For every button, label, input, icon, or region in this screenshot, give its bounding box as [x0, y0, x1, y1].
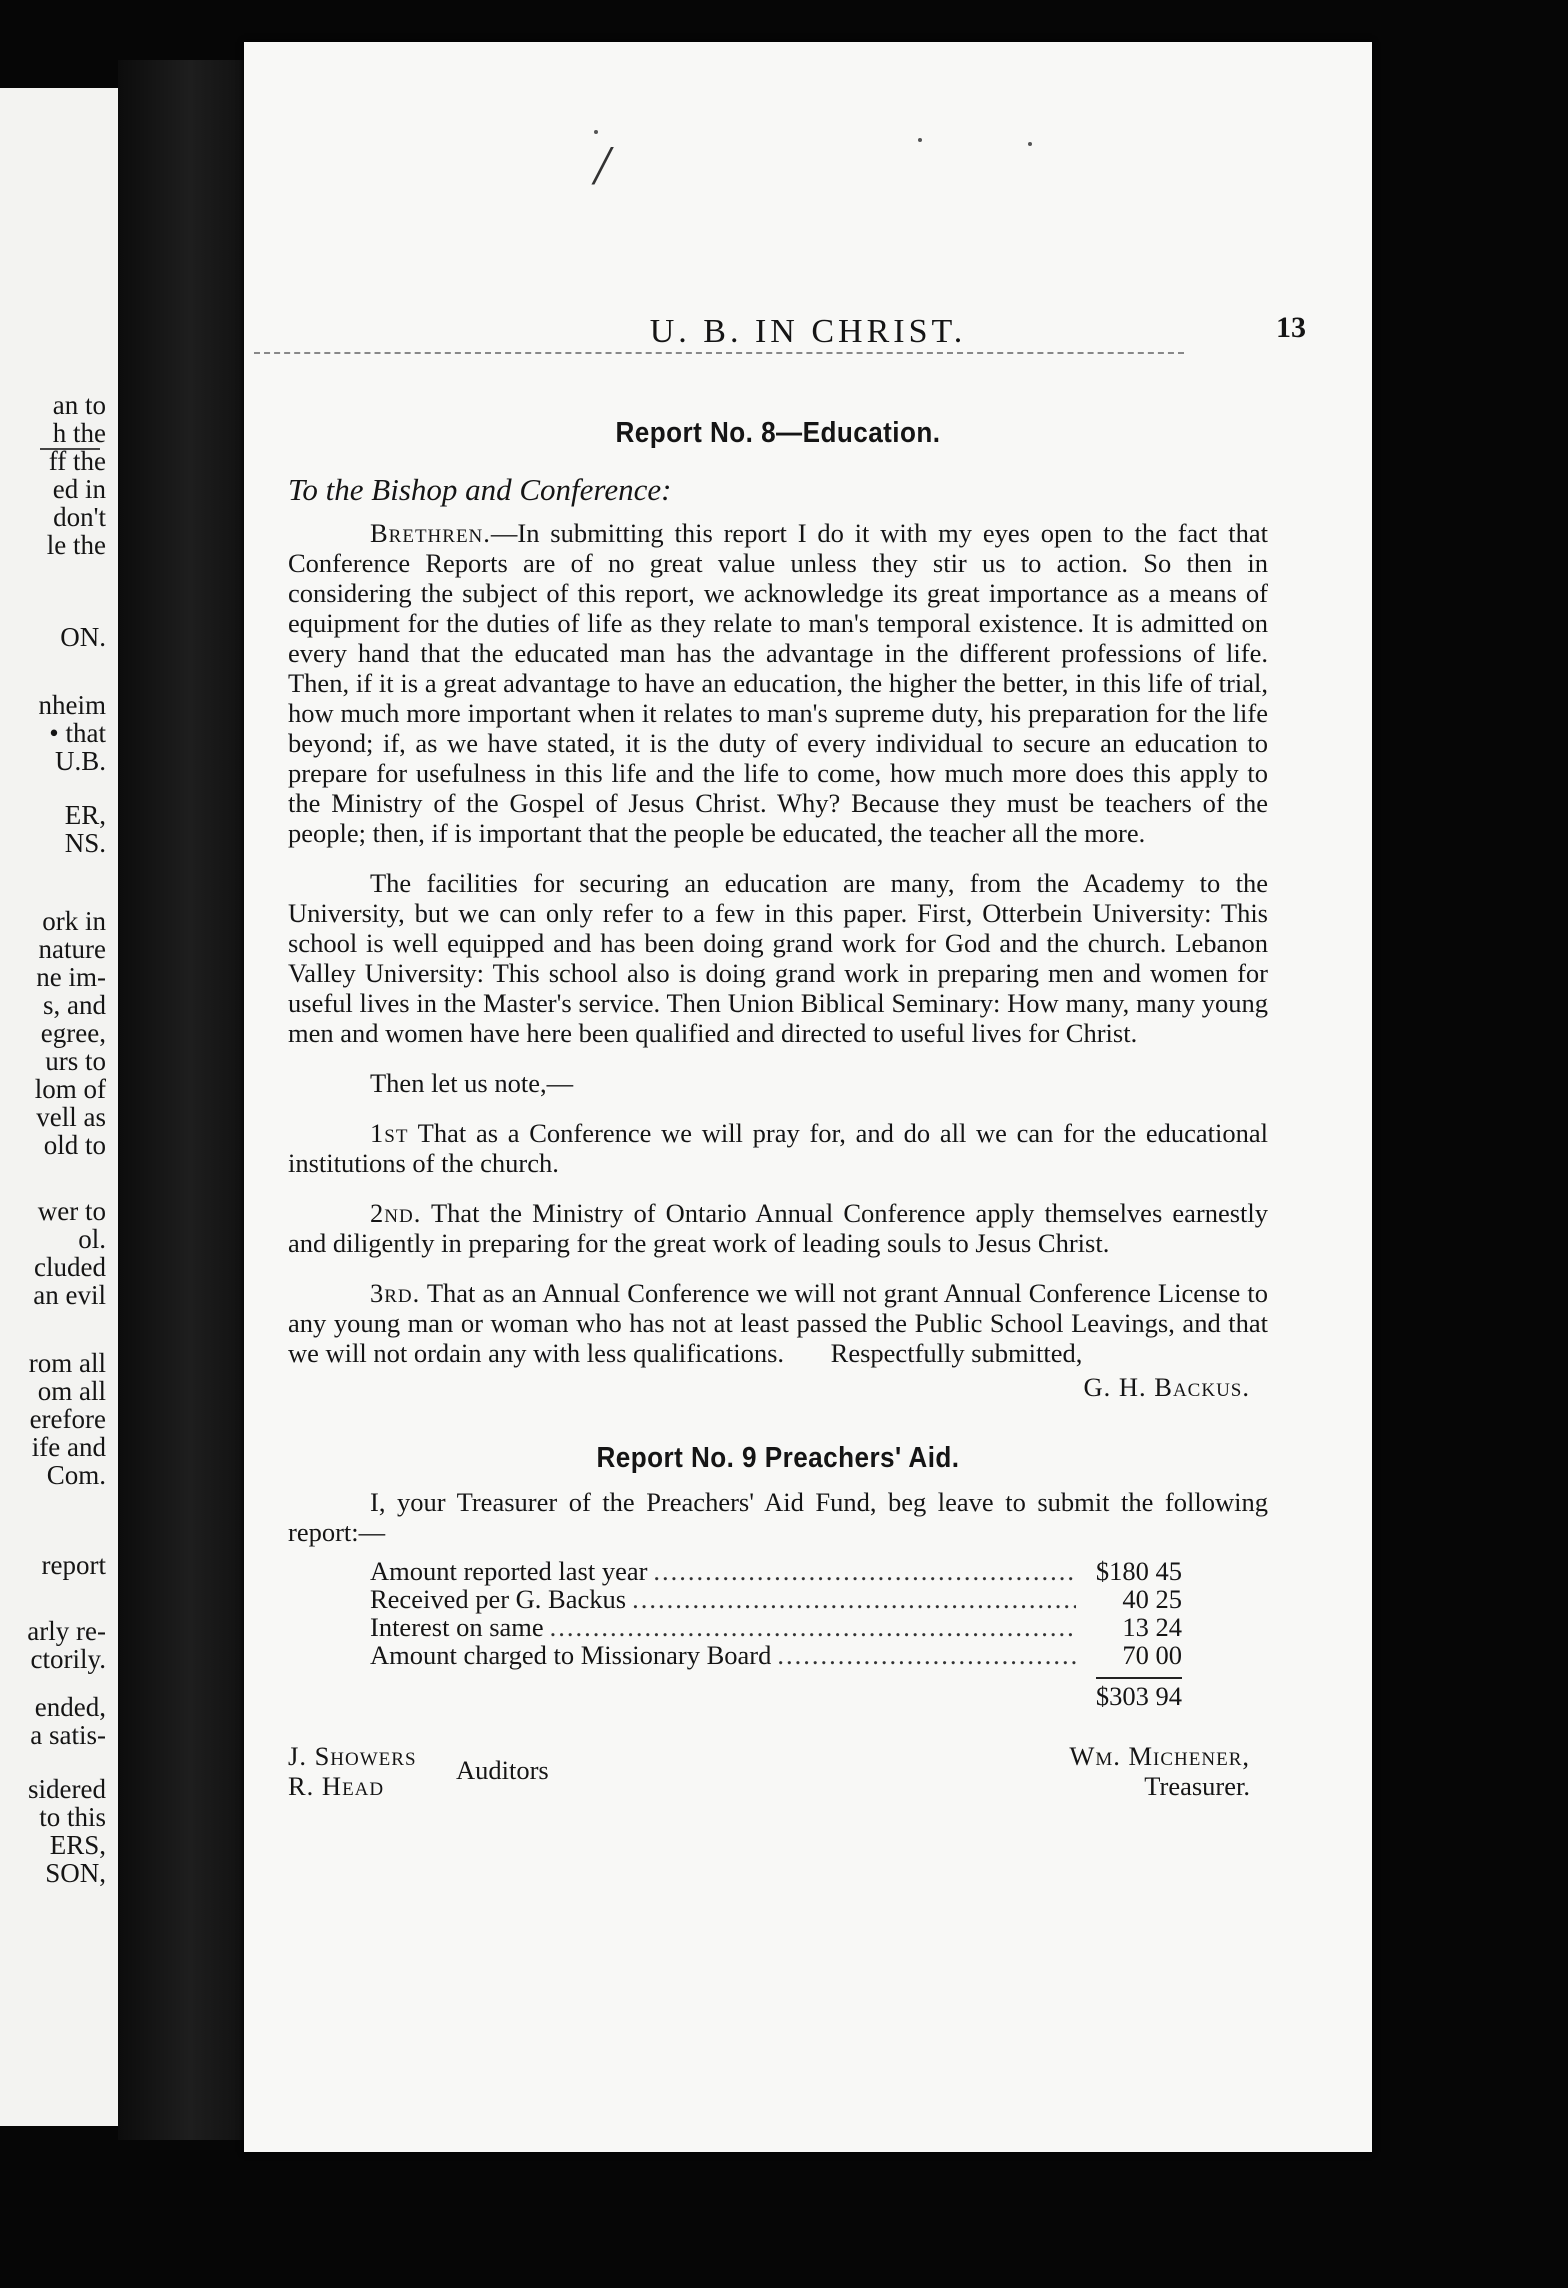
- resolution-item: [288, 1118, 1268, 1178]
- item-text: That as an Annual Conference we will not grant Annual Conference License to any young man or woman who has not at least passed the Public School Leavings, and that we will not ordain any with less qualifications.: [288, 1278, 1268, 1368]
- paragraph: I, your Treasurer of the Preachers' Aid Fund, beg leave to submit the following report:—: [288, 1487, 1268, 1547]
- auditor-name: R. Head: [288, 1771, 385, 1801]
- closing: Respectfully submitted,: [830, 1338, 1083, 1368]
- ledger-amount: $180 45: [1095, 1556, 1182, 1586]
- facing-page-text: lom of: [34, 1074, 106, 1104]
- facing-page-text: urs to: [45, 1046, 106, 1076]
- ledger-row: [370, 1641, 1182, 1669]
- ledger-amount: 13 24: [1122, 1612, 1182, 1642]
- ledger-label: Received per G. Backus: [370, 1584, 627, 1614]
- ledger-total-block: [370, 1677, 1182, 1713]
- salutation: To the Bishop and Conference:: [288, 472, 672, 507]
- report-9-title: Report No. 9 Preachers' Aid.: [596, 1442, 960, 1474]
- auditor-name: J. Showers: [288, 1741, 417, 1771]
- page-header: [288, 307, 1328, 367]
- speck: [594, 130, 598, 134]
- ledger-label: Amount reported last year: [370, 1556, 648, 1586]
- facing-page-text: s, and: [43, 990, 106, 1020]
- facing-page-text: ER,: [64, 800, 106, 830]
- ledger-row: [370, 1613, 1182, 1641]
- ledger-row: [370, 1557, 1182, 1585]
- facing-page-text: ne im-: [36, 962, 106, 992]
- facing-page-text: wer to: [37, 1196, 106, 1226]
- facing-page-text: ON.: [60, 622, 106, 652]
- auditor-names: [288, 1741, 417, 1801]
- signature-name: G. H. Backus.: [1083, 1372, 1250, 1402]
- pencil-mark: /: [594, 135, 610, 197]
- facing-page-text: ork in: [42, 906, 106, 936]
- facing-page-text: om all: [37, 1376, 106, 1406]
- facing-page-text: Com.: [46, 1460, 106, 1490]
- signature: [288, 1372, 1268, 1402]
- paragraph: Then let us note,—: [370, 1068, 574, 1098]
- header-rule: [254, 352, 1184, 354]
- facing-page-text: erefore: [29, 1404, 106, 1434]
- facing-page-text: ife and: [31, 1432, 106, 1462]
- ledger: [370, 1557, 1182, 1669]
- facing-page-text: sidered: [28, 1774, 106, 1804]
- facing-page-text: h the: [52, 418, 106, 448]
- facing-page-text: ended,: [34, 1692, 106, 1722]
- facing-page-text: cluded: [34, 1252, 106, 1282]
- facing-page-text: egree,: [40, 1018, 106, 1048]
- item-number: 3rd.: [370, 1278, 421, 1308]
- ledger-label: Amount charged to Missionary Board: [370, 1640, 772, 1670]
- facing-page-text: ed in: [52, 474, 106, 504]
- facing-page-text: don't: [53, 502, 106, 532]
- paragraph-text: —In submitting this report I do it with my eyes open to the fact that Conference Reports are of no great value unless they stir us to action. So then in considering the subject of this report, we acknowledge its great importance as a means of equipment for the duties of life as they relate to man's temporal existence. It is admitted on every hand that the educated man has the advantage in the different professions of life. Then, if it is a great advantage to have an education, the higher the better, in this life of trial, how much more important when it relates to man's supreme duty, his preparation for the life beyond; if, as we have stated, it is the duty of every individual to secure an education to prepare for usefulness in this life and the life to come, how much more does this apply to the Ministry of the Gospel of Jesus Christ. Why? Because they must be teachers of the people; then, if is important that the people be educated, the teacher all the more.: [288, 518, 1268, 848]
- facing-page-text: • that: [49, 718, 106, 748]
- lead-word: Brethren.: [370, 518, 491, 548]
- leader-dots: [653, 1557, 1076, 1585]
- facing-page-text: ol.: [78, 1224, 106, 1254]
- leader-dots: [632, 1585, 1076, 1613]
- facing-page-text: a satis-: [30, 1720, 106, 1750]
- page-number: 13: [1276, 311, 1306, 344]
- facing-page-text: NS.: [64, 828, 106, 858]
- running-title: U. B. IN CHRIST.: [649, 313, 967, 350]
- resolution-item: [288, 1278, 1268, 1368]
- ledger-total: $303 94: [1095, 1681, 1182, 1711]
- ledger-row: [370, 1585, 1182, 1613]
- document-page: [244, 42, 1372, 2152]
- facing-page-text: rom all: [28, 1348, 106, 1378]
- page-content: [288, 417, 1268, 1831]
- facing-page-fragment: [0, 88, 118, 2126]
- facing-page-text: le the: [46, 530, 106, 560]
- facing-page-text: ff the: [48, 446, 106, 476]
- leader-dots: [550, 1613, 1076, 1641]
- facing-page-text: SON,: [45, 1858, 106, 1888]
- facing-page-text: arly re-: [27, 1616, 106, 1646]
- paragraph: [288, 518, 1268, 848]
- resolution-item: [288, 1198, 1268, 1258]
- item-text: That the Ministry of Ontario Annual Conference apply themselves earnestly and diligently in preparing for the great work of leading souls to Jesus Christ.: [288, 1198, 1268, 1258]
- ledger-amount: 70 00: [1122, 1640, 1182, 1670]
- report-footer: [288, 1741, 1268, 1831]
- facing-page-text: vell as: [36, 1102, 106, 1132]
- speck: [1028, 142, 1032, 146]
- treasurer-name: Wm. Michener,: [1069, 1741, 1250, 1771]
- treasurer-title: Treasurer.: [1144, 1771, 1250, 1801]
- item-text: That as a Conference we will pray for, and do all we can for the educational institutions of the church.: [288, 1118, 1268, 1178]
- facing-page-text: an evil: [33, 1280, 106, 1310]
- facing-page-text: to this: [39, 1802, 106, 1832]
- facing-page-text: ctorily.: [30, 1644, 106, 1674]
- ledger-amount: 40 25: [1122, 1584, 1182, 1614]
- report-8-title: Report No. 8—Education.: [615, 417, 941, 449]
- facing-page-text: old to: [43, 1130, 106, 1160]
- facing-page-text: nheim: [38, 690, 106, 720]
- speck: [918, 138, 922, 142]
- facing-page-text: U.B.: [54, 746, 106, 776]
- auditors-label: Auditors: [456, 1755, 549, 1785]
- treasurer-signature: [1069, 1741, 1250, 1801]
- item-number: 2nd.: [370, 1198, 422, 1228]
- facing-page-text: ERS,: [49, 1830, 106, 1860]
- facing-page-text: report: [41, 1550, 106, 1580]
- paragraph: The facilities for securing an education are many, from the Academy to the University, but we can only refer to a few in this paper. First, Otterbein University: This school is well equipped and has been doing grand work for God and the church. Lebanon Valley University: This school also is doing grand work in preparing men and women for useful lives in the Master's service. Then Union Biblical Seminary: How many, many young men and women have here been qualified and directed to useful lives for Christ.: [288, 868, 1268, 1048]
- facing-page-text: nature: [38, 934, 106, 964]
- item-number: 1st: [370, 1118, 409, 1148]
- leader-dots: [777, 1641, 1076, 1669]
- facing-page-text: an to: [52, 390, 106, 420]
- ledger-label: Interest on same: [370, 1612, 544, 1642]
